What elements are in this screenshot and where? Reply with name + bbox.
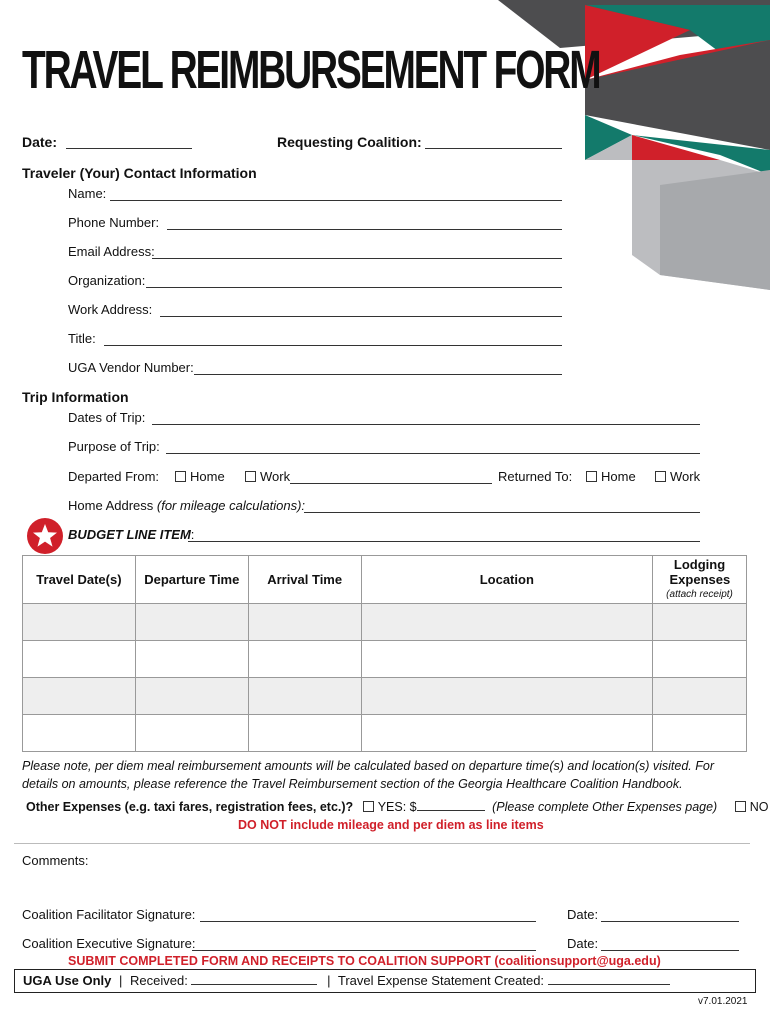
title-label: Title:	[68, 331, 96, 346]
star-icon	[26, 517, 64, 555]
executive-date-field[interactable]	[601, 936, 739, 951]
email-field[interactable]	[152, 244, 562, 259]
table-cell[interactable]	[23, 604, 136, 641]
col-arrival-time: Arrival Time	[248, 556, 361, 604]
work-address-label: Work Address:	[68, 302, 153, 317]
table-cell[interactable]	[248, 641, 361, 678]
date-field[interactable]	[66, 134, 192, 149]
table-row	[23, 604, 747, 641]
trip-section-heading: Trip Information	[22, 389, 129, 405]
col-location: Location	[361, 556, 652, 604]
home-address-field[interactable]	[304, 498, 700, 513]
table-cell[interactable]	[653, 678, 747, 715]
divider	[14, 843, 750, 844]
facilitator-date-field[interactable]	[601, 907, 739, 922]
purpose-field[interactable]	[166, 439, 700, 454]
name-label: Name:	[68, 186, 107, 201]
other-expenses-row	[26, 800, 768, 814]
other-expenses-note: (Please complete Other Expenses page)	[492, 800, 718, 814]
organization-label: Organization:	[68, 273, 146, 288]
table-cell[interactable]	[361, 678, 652, 715]
returned-home-checkbox[interactable]	[586, 469, 636, 484]
col-departure-time: Departure Time	[135, 556, 248, 604]
requesting-coalition-field[interactable]	[425, 134, 562, 149]
page-title: TRAVEL REIMBURSEMENT FORM	[22, 40, 600, 100]
table-cell[interactable]	[135, 604, 248, 641]
table-cell[interactable]	[653, 641, 747, 678]
statement-label: Travel Expense Statement Created:	[337, 973, 545, 988]
table-cell[interactable]	[248, 715, 361, 752]
statement-field[interactable]	[548, 974, 670, 985]
purpose-label: Purpose of Trip:	[68, 439, 160, 454]
budget-line-item-label: BUDGET LINE ITEM:	[68, 527, 195, 542]
executive-signature-label: Coalition Executive Signature:	[22, 936, 196, 951]
table-row	[23, 715, 747, 752]
col-travel-dates: Travel Date(s)	[23, 556, 136, 604]
facilitator-signature-label: Coalition Facilitator Signature:	[22, 907, 196, 922]
departed-work-field[interactable]	[290, 469, 492, 484]
table-cell[interactable]	[23, 678, 136, 715]
lodging-note: (attach receipt)	[666, 589, 733, 600]
returned-work-checkbox[interactable]	[655, 469, 700, 484]
organization-field[interactable]	[146, 273, 562, 288]
returned-work-label: Work	[670, 469, 701, 484]
table-cell[interactable]	[135, 678, 248, 715]
facilitator-signature-field[interactable]	[200, 907, 536, 922]
received-label: Received:	[130, 973, 188, 988]
uga-use-only-label: UGA Use Only	[23, 973, 112, 988]
departed-work-checkbox[interactable]	[245, 469, 290, 484]
departed-from-label: Departed From:	[68, 469, 160, 484]
table-cell[interactable]	[23, 641, 136, 678]
work-address-field[interactable]	[160, 302, 562, 317]
name-field[interactable]	[110, 186, 562, 201]
returned-to-label: Returned To:	[498, 469, 573, 484]
other-yes-checkbox[interactable]	[363, 801, 374, 812]
departed-home-checkbox[interactable]	[175, 469, 225, 484]
per-diem-note: Please note, per diem meal reimbursement amounts will be calculated based on departure time(s) and location(s) visited. For details on amounts, please reference the Travel Reimbursement section of the Georgia Healthcare Coalition Handbook.	[22, 759, 714, 791]
submit-instructions: SUBMIT COMPLETED FORM AND RECEIPTS TO COALITION SUPPORT (coalitionsupport@uga.edu)	[68, 954, 661, 968]
vendor-number-label: UGA Vendor Number:	[68, 360, 194, 375]
table-cell[interactable]	[248, 678, 361, 715]
requesting-coalition-label: Requesting Coalition:	[277, 134, 422, 150]
facilitator-date-label: Date:	[567, 907, 599, 922]
email-label: Email Address:	[68, 244, 155, 259]
table-cell[interactable]	[135, 715, 248, 752]
table-row	[23, 678, 747, 715]
phone-field[interactable]	[167, 215, 562, 230]
table-cell[interactable]	[361, 604, 652, 641]
vendor-number-field[interactable]	[194, 360, 562, 375]
col-lodging-expenses: Lodging Expenses (attach receipt)	[653, 556, 747, 604]
travel-table	[22, 555, 747, 752]
received-field[interactable]	[191, 974, 317, 985]
mileage-warning: DO NOT include mileage and per diem as line items	[238, 818, 544, 832]
table-cell[interactable]	[248, 604, 361, 641]
budget-line-item-field[interactable]	[188, 527, 700, 542]
other-amount-field[interactable]	[417, 800, 485, 811]
table-cell[interactable]	[361, 715, 652, 752]
other-expenses-label: Other Expenses (e.g. taxi fares, registration fees, etc.)?	[26, 800, 354, 814]
dates-of-trip-field[interactable]	[152, 410, 700, 425]
executive-date-label: Date:	[567, 936, 599, 951]
date-label: Date:	[22, 134, 58, 150]
table-cell[interactable]	[361, 641, 652, 678]
other-yes-label: YES: $	[377, 800, 417, 814]
table-cell[interactable]	[135, 641, 248, 678]
other-no-checkbox[interactable]	[735, 801, 746, 812]
departed-home-label: Home	[190, 469, 225, 484]
version-label: v7.01.2021	[698, 996, 748, 1007]
departed-work-label: Work	[260, 469, 291, 484]
table-cell[interactable]	[23, 715, 136, 752]
table-cell[interactable]	[653, 604, 747, 641]
contact-section-heading: Traveler (Your) Contact Information	[22, 165, 257, 181]
title-field[interactable]	[104, 331, 562, 346]
phone-label: Phone Number:	[68, 215, 160, 230]
returned-home-label: Home	[601, 469, 636, 484]
comments-label: Comments:	[22, 853, 89, 868]
home-address-label: Home Address (for mileage calculations):	[68, 498, 306, 513]
executive-signature-field[interactable]	[192, 936, 536, 951]
uga-use-only-box: UGA Use Only | Received: | Travel Expense Statement Created:	[14, 969, 756, 993]
other-no-label: NO	[749, 800, 769, 814]
table-cell[interactable]	[653, 715, 747, 752]
dates-of-trip-label: Dates of Trip:	[68, 410, 146, 425]
table-row	[23, 641, 747, 678]
